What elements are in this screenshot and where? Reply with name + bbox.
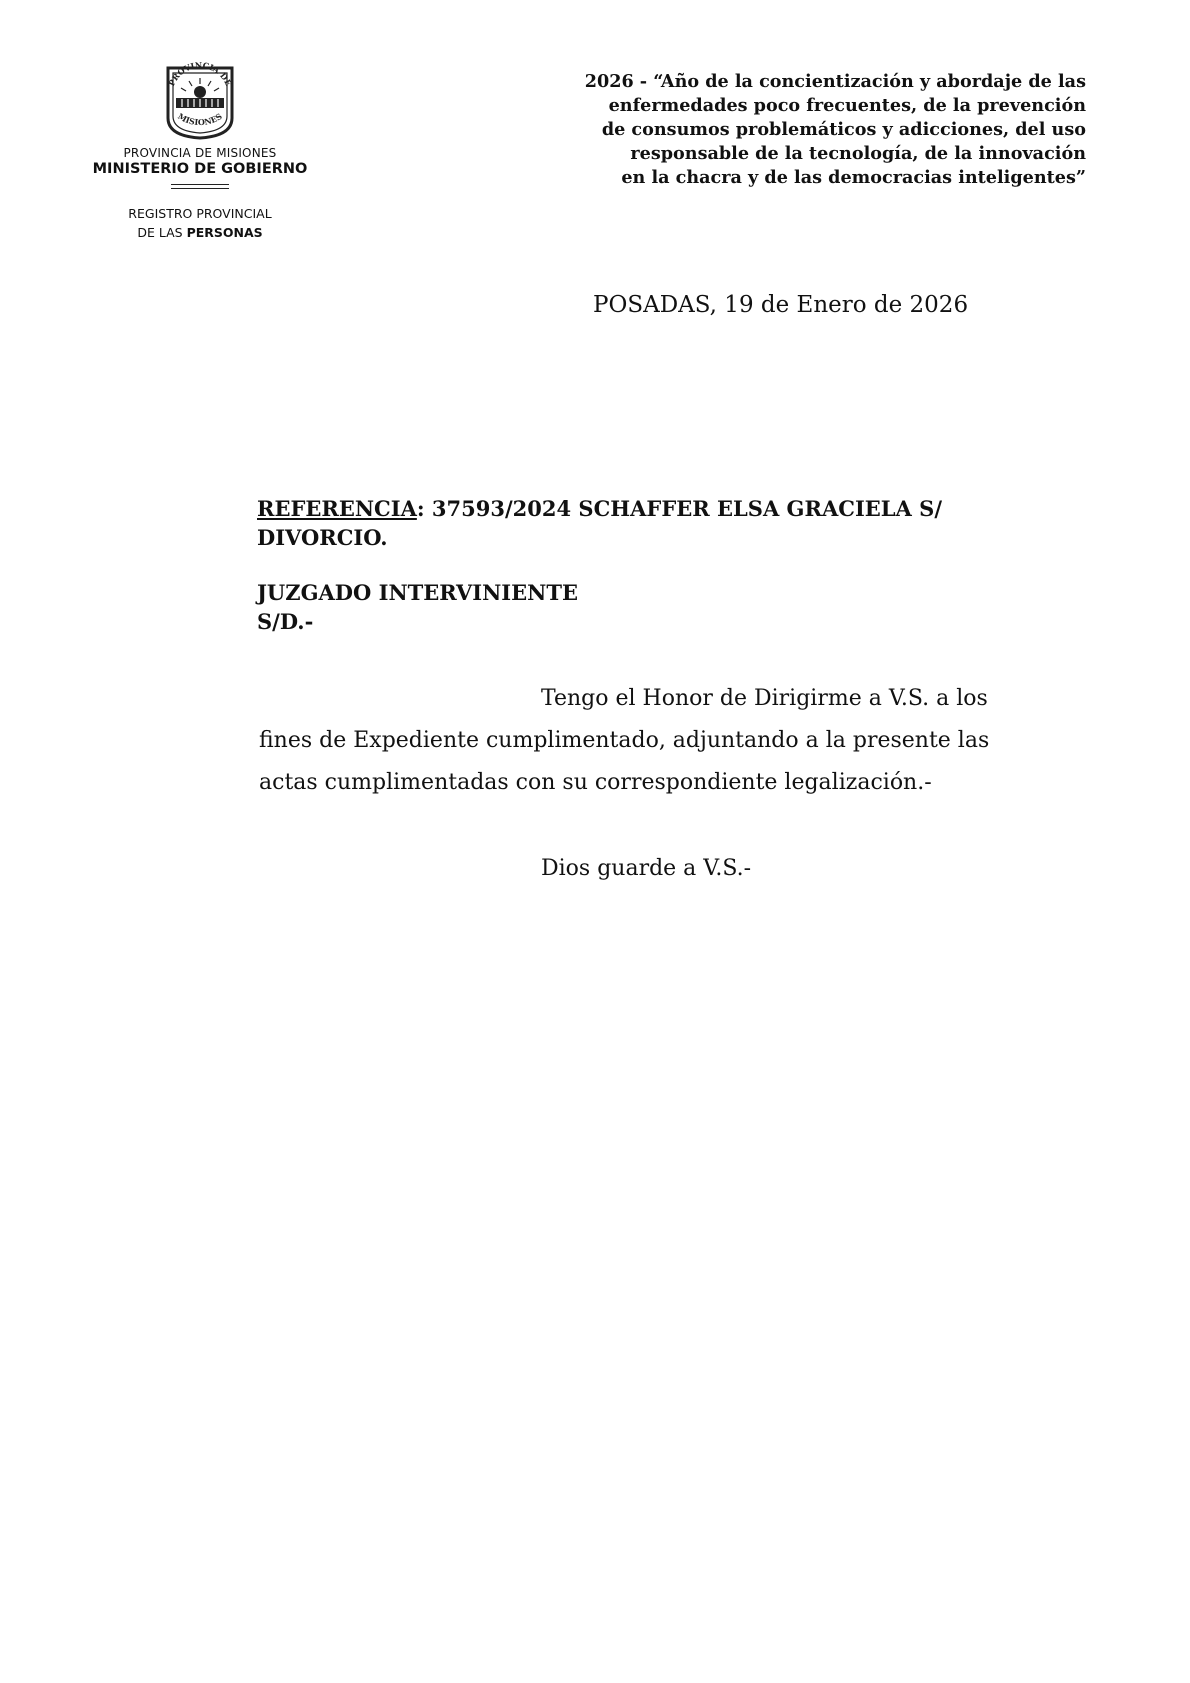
addressee-court: JUZGADO INTERVINIENTE	[257, 580, 578, 605]
year-motto	[486, 70, 1086, 190]
reference-line2: DIVORCIO.	[257, 525, 388, 550]
registry-name-line1: REGISTRO PROVINCIAL	[128, 206, 272, 221]
motto-line: de consumos problemáticos y adicciones, del uso	[601, 119, 1086, 140]
motto-line: en la chacra y de las democracias inteligentes”	[621, 167, 1086, 188]
registry-line2-bold: PERSONAS	[186, 225, 263, 240]
body-line: Tengo el Honor de Dirigirme a V.S. a los	[541, 686, 988, 711]
ministry-name: MINISTERIO DE GOBIERNO	[92, 161, 308, 177]
reference-text: : 37593/2024 SCHAFFER ELSA GRACIELA S/	[416, 496, 942, 521]
motto-line: enfermedades poco frecuentes, de la prevención	[608, 95, 1086, 116]
motto-line: responsable de la tecnología, de la innovación	[630, 143, 1086, 164]
reference-line1	[257, 494, 1017, 523]
reference-label: REFERENCIA	[257, 496, 417, 521]
addressee-block	[257, 578, 578, 636]
body-paragraph	[259, 678, 1049, 804]
seal-bottom-text: MISIONES	[176, 110, 224, 128]
provincial-seal-icon	[158, 56, 242, 140]
divider-rule	[171, 184, 229, 185]
svg-text:MISIONES	[176, 111, 224, 127]
body-line: fines de Expediente cumplimentado, adjuntando a la presente las	[259, 728, 990, 753]
province-name: PROVINCIA DE MISIONES	[123, 146, 277, 160]
motto-line: 2026 - “Año de la concientización y abordaje de las	[584, 71, 1086, 92]
reference-block	[257, 494, 1017, 552]
registry-line2-prefix: DE LAS	[137, 225, 187, 240]
body-line: actas cumplimentadas con su correspondiente legalización.-	[259, 770, 932, 795]
closing-salutation: Dios guarde a V.S.-	[541, 856, 752, 881]
addressee-sd: S/D.-	[257, 609, 314, 634]
document-date: POSADAS, 19 de Enero de 2026	[593, 292, 969, 318]
divider-rule	[171, 188, 229, 189]
seal-top-text: PROVINCIA DE	[166, 59, 234, 88]
registry-name-line2	[60, 225, 340, 240]
